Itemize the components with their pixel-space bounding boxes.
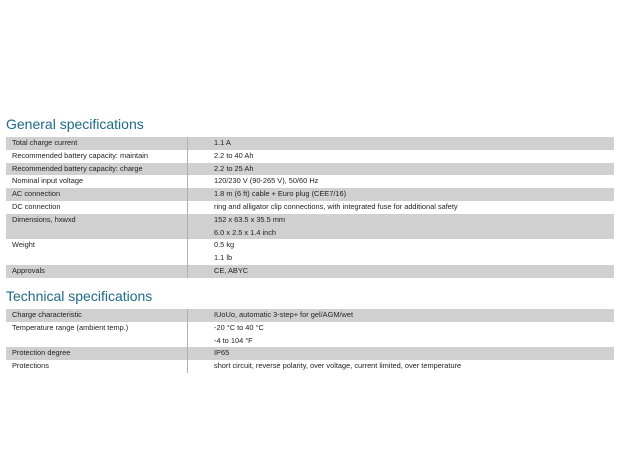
spec-row	[6, 175, 614, 188]
spec-label: Total charge current	[6, 137, 188, 150]
technical-specifications-section	[6, 287, 614, 373]
spec-label: Nominal input voltage	[6, 175, 188, 188]
general-specifications-title: General specifications	[6, 116, 144, 132]
spec-label: Recommended battery capacity: charge	[6, 163, 188, 176]
spec-value-line: CE, ABYC	[214, 265, 249, 275]
spec-row	[6, 309, 614, 322]
spec-value	[188, 137, 615, 150]
spec-value-line: 1.8 m (6 ft) cable + Euro plug (CEE7/16)	[214, 189, 347, 199]
spec-value	[188, 360, 615, 373]
spec-row	[6, 201, 614, 214]
spec-value	[188, 163, 615, 176]
technical-specifications-title: Technical specifications	[6, 288, 153, 304]
spec-row	[6, 360, 614, 373]
spec-value	[188, 188, 615, 201]
spec-label: Protections	[6, 360, 188, 373]
spec-value-line: 0.5 kg	[214, 240, 235, 250]
spec-value	[188, 175, 615, 188]
spec-value-line: -20 °C to 40 °C	[214, 322, 264, 332]
spec-label: Dimensions, hxwxd	[6, 214, 188, 240]
spec-row	[6, 322, 614, 348]
spec-row	[6, 265, 614, 278]
spec-value-line: IUoUo, automatic 3-step+ for gel/AGM/wet	[214, 310, 354, 319]
spec-value	[188, 265, 615, 278]
spec-row	[6, 150, 614, 163]
spec-label: Protection degree	[6, 347, 188, 360]
spec-label: Approvals	[6, 265, 188, 278]
spec-value-line: 2.2 to 40 Ah	[214, 150, 254, 160]
spec-value	[188, 150, 615, 163]
spec-row	[6, 214, 614, 240]
spec-value-line: short circuit, reverse polarity, over voltage, current limited, over temperature	[214, 361, 462, 371]
spec-value-line: ring and alligator clip connections, with integrated fuse for additional safety	[214, 201, 458, 211]
general-specifications-section	[6, 115, 614, 278]
spec-value	[188, 201, 615, 214]
spec-value-line: 1.1 A	[214, 138, 231, 147]
spec-value-line: 120/230 V (90-265 V), 50/60 Hz	[214, 176, 319, 186]
spec-value	[188, 309, 615, 322]
spec-value-line: 1.1 lb	[214, 253, 233, 263]
spec-value-line: 152 x 63.5 x 35.5 mm	[214, 214, 286, 224]
spec-value	[188, 239, 615, 265]
technical-specifications-table	[6, 309, 614, 373]
spec-label: AC connection	[6, 188, 188, 201]
spec-row	[6, 137, 614, 150]
spec-label: Recommended battery capacity: maintain	[6, 150, 188, 163]
spec-row	[6, 163, 614, 176]
spec-value	[188, 322, 615, 348]
spec-value-line: 6.0 x 2.5 x 1.4 inch	[214, 227, 277, 237]
spec-row	[6, 188, 614, 201]
general-specifications-table	[6, 137, 614, 278]
spec-row	[6, 239, 614, 265]
spec-value-line: -4 to 104 °F	[214, 335, 253, 345]
spec-label: Weight	[6, 239, 188, 265]
spec-label: Charge characteristic	[6, 309, 188, 322]
spec-value-line: 2.2 to 25 Ah	[214, 163, 254, 173]
spec-value	[188, 347, 615, 360]
spec-label: DC connection	[6, 201, 188, 214]
spec-value-line: IP65	[214, 348, 230, 358]
spec-row	[6, 347, 614, 360]
spec-label: Temperature range (ambient temp.)	[6, 322, 188, 348]
spec-value	[188, 214, 615, 240]
